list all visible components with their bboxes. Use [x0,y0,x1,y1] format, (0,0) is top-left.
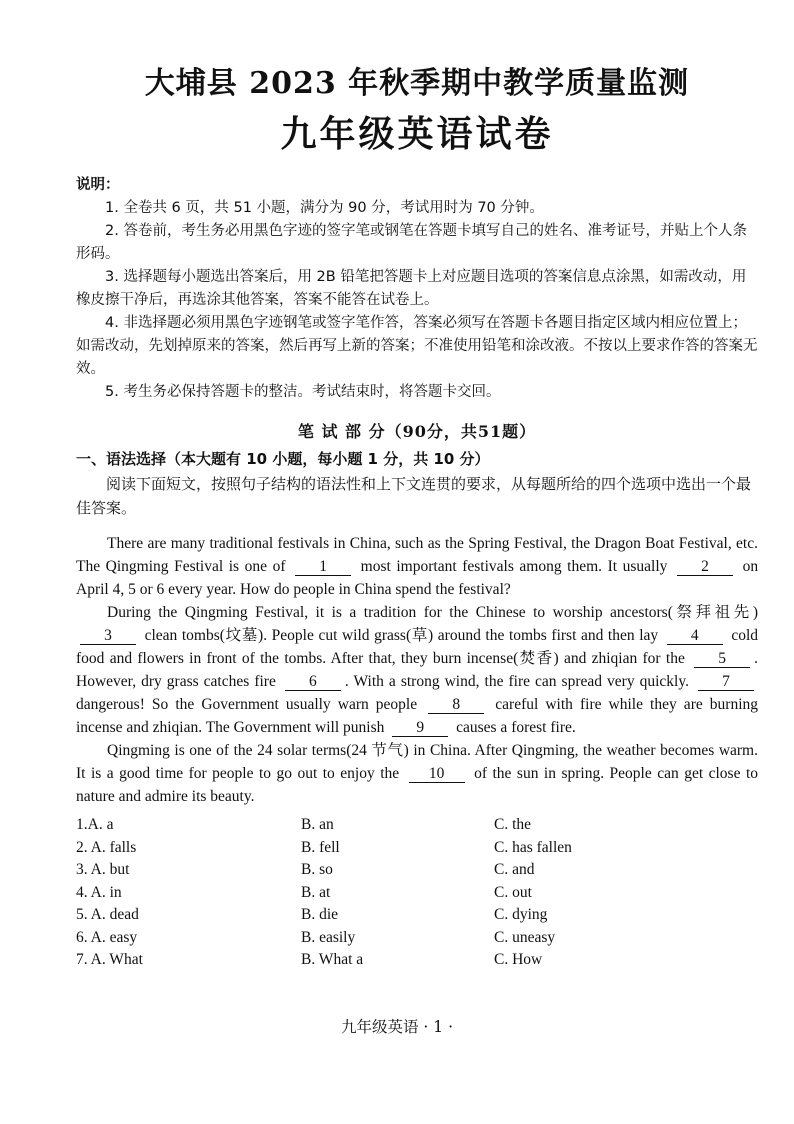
option-b: B. What a [301,951,364,968]
passage-text: clean tombs(坟墓). People cut wild grass(草) around the tombs first and then lay [144,627,659,644]
passage-text: most important festivals among them. It usually [360,558,668,575]
option-c: C. out [494,883,532,901]
option-a: 1.A. a [76,816,114,833]
answer-blank-10: 10 [409,765,465,783]
passage-text: Qingming is one of the 24 solar terms(24 节气) in China. After Qingming, the weather becomes warm. It is a good time for people to go out to enjoy the [76,742,758,782]
option-b: B. so [301,861,333,878]
answer-blank-4: 4 [667,627,723,645]
instruction-item: 2. 答卷前，考生务必用黑色字迹的签字笔或钢笔在答题卡填写自己的姓名、准考证号，并贴上个人条形码。 [76,223,747,262]
option-c: C. the [494,816,532,833]
passage-text: on April 4, 5 or 6 every year. How do people in China spend the festival? [76,558,759,598]
passage-text: There are many traditional festivals in China, such as the Spring Festival, the Dragon Boat Festival, etc. The Qingming Festival is one of [76,535,758,575]
option-a: 6. A. easy [76,928,138,946]
question-options-row [76,882,758,905]
instruction-item: 3. 选择题每小题选出答案后，用 2B 铅笔把答题卡上对应题目选项的答案信息点涂黑，如需改动，用橡皮擦干净后，再选涂其他答案，答案不能答在试卷上。 [76,269,747,308]
question-options-row [76,949,758,972]
passage-text: cold food and flowers in front of the tombs. After that, they burn incense(焚香) and zhiqian for the [76,627,759,667]
passage-text: . However, dry grass catches fire [76,650,758,690]
option-b: B. fell [301,838,340,856]
exam-title: 大埔县 2023 年秋季期中教学质量监测 [144,66,690,101]
option-a: 7. A. What [76,951,143,968]
instruction-item: 4. 非选择题必须用黑色字迹钢笔或签字笔作答，答案必须写在答题卡各题目指定区域内相应位置上；如需改动，先划掉原来的答案，然后再写上新的答案；不准使用铅笔和涂改液。不按以上要求作答的答案无效。 [76,315,758,377]
reading-passage [76,532,758,808]
passage-paragraph-3 [76,739,758,808]
option-a: 4. A. in [76,883,122,901]
answer-blank-5: 5 [694,650,750,668]
passage-text: careful with fire while they are burning incense and zhiqian. The Government will punish [76,696,759,736]
answer-blank-3: 3 [80,627,136,645]
part-instruction: 阅读下面短文，按照句子结构的语法性和上下文连贯的要求，从每题所给的四个选项中选出一个最佳答案。 [76,475,752,517]
question-options-row [76,904,758,927]
option-c: C. How [494,951,543,968]
instruction-item: 1. 全卷共 6 页，共 51 小题，满分为 90 分，考试用时为 70 分钟。 [105,200,544,216]
option-a: 5. A. dead [76,906,139,923]
section-heading: 笔 试 部 分（90分，共51题） [297,422,537,441]
question-options-row [76,814,758,837]
page-footer: 九年级英语 · 1 · [341,1018,453,1036]
option-c: C. has fallen [494,838,572,856]
instruction-item: 5. 考生务必保持答题卡的整洁。考试结束时，将答题卡交回。 [105,384,501,400]
passage-paragraph-2 [76,601,758,739]
answer-blank-9: 9 [392,719,448,737]
question-options-row [76,859,758,882]
option-b: B. at [301,883,331,901]
option-a: 3. A. but [76,861,130,878]
answer-blank-2: 2 [677,558,733,576]
option-b: B. easily [301,928,356,946]
passage-text: During the Qingming Festival, it is a tradition for the Chinese to worship ancestors(祭拜祖先) [107,604,758,621]
answer-blank-1: 1 [295,558,351,576]
passage-text: causes a forest fire. [456,719,576,736]
passage-text: dangerous! So the Government usually warn people [76,696,418,713]
question-options-row [76,927,758,950]
option-a: 2. A. falls [76,838,137,856]
part-heading: 一、语法选择（本大题有 10 小题，每小题 1 分，共 10 分） [76,450,490,468]
question-options-row [76,837,758,860]
option-b: B. an [301,816,334,833]
option-c: C. uneasy [494,928,556,946]
answer-blank-6: 6 [285,673,341,691]
option-b: B. die [301,906,339,923]
passage-paragraph-1 [76,532,758,601]
exam-subtitle: 九年级英语试卷 [280,113,554,155]
instructions-label: 说明： [76,177,120,193]
option-c: C. dying [494,906,548,923]
passage-text: . With a strong wind, the fire can spread very quickly. [344,673,689,690]
instructions-block [76,174,758,404]
answer-blank-8: 8 [428,696,484,714]
option-c: C. and [494,861,535,878]
answer-blank-7: 7 [698,673,754,691]
passage-text: of the sun in spring. People can get close to nature and admire its beauty. [76,765,758,805]
answer-options [76,814,758,972]
